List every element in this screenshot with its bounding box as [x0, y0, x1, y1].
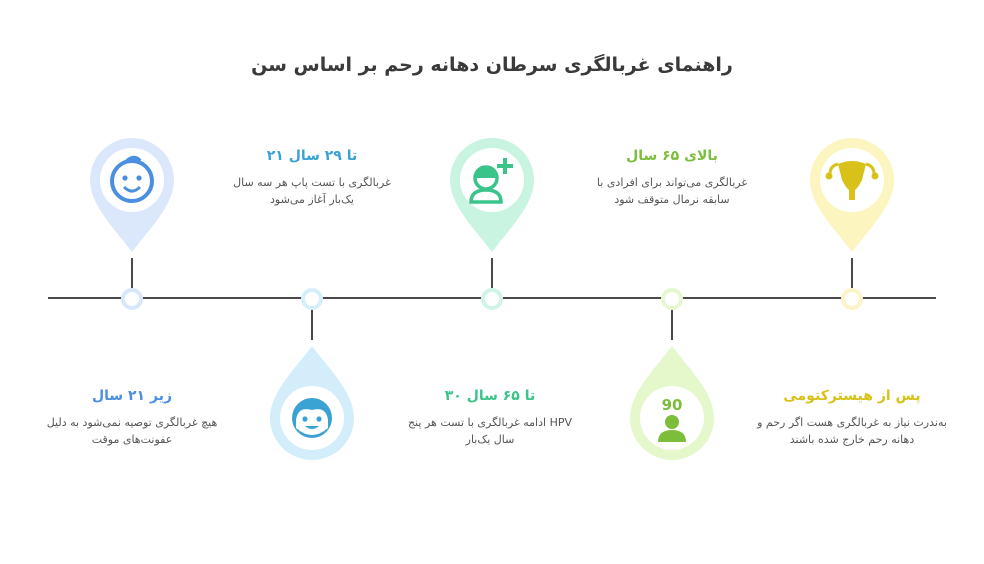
stage-description: غربالگری با تست پاپ هر سه سال یک‌بار آغاز می‌شود	[233, 176, 391, 206]
pin-3	[450, 138, 534, 252]
page-title: راهنمای غربالگری سرطان دهانه رحم بر اساس سن	[251, 54, 733, 76]
stage-description: به‌ندرت نیاز به غربالگری هست اگر رحم و دهانه رحم خارج شده باشند	[757, 416, 947, 446]
stage-heading: تا ۶۵ سال ۳۰	[444, 388, 536, 404]
icon-age-label: 90	[661, 396, 683, 414]
node-4	[663, 290, 681, 308]
stage-heading: تا ۲۹ سال ۲۱	[266, 148, 358, 164]
stage-block-4	[584, 148, 760, 208]
node-2	[303, 290, 321, 308]
stage-description: غربالگری می‌تواند برای افرادی با سابقه نرمال متوقف شود	[596, 176, 748, 206]
girl-face-icon	[292, 398, 332, 438]
stage-description: هیچ غربالگری توصیه نمی‌شود به دلیل عفونت‌های موقت	[46, 416, 218, 446]
stage-heading: بالای ۶۵ سال	[626, 148, 718, 164]
stage-description: HPV ادامه غربالگری با تست هر پنج سال یک‌بار	[408, 416, 572, 446]
stage-block-3	[398, 388, 582, 448]
node-1	[123, 290, 141, 308]
node-5	[843, 290, 861, 308]
pin-1	[90, 138, 174, 252]
stage-block-2	[230, 148, 394, 208]
pin-4	[630, 346, 714, 460]
stage-heading: پس از هیسترکتومی	[783, 388, 921, 404]
stage-block-1	[40, 388, 224, 448]
pin-5	[810, 138, 894, 252]
stage-heading: زیر ۲۱ سال	[91, 388, 173, 404]
pin-2	[270, 346, 354, 460]
node-3	[483, 290, 501, 308]
stage-block-5	[754, 388, 950, 448]
